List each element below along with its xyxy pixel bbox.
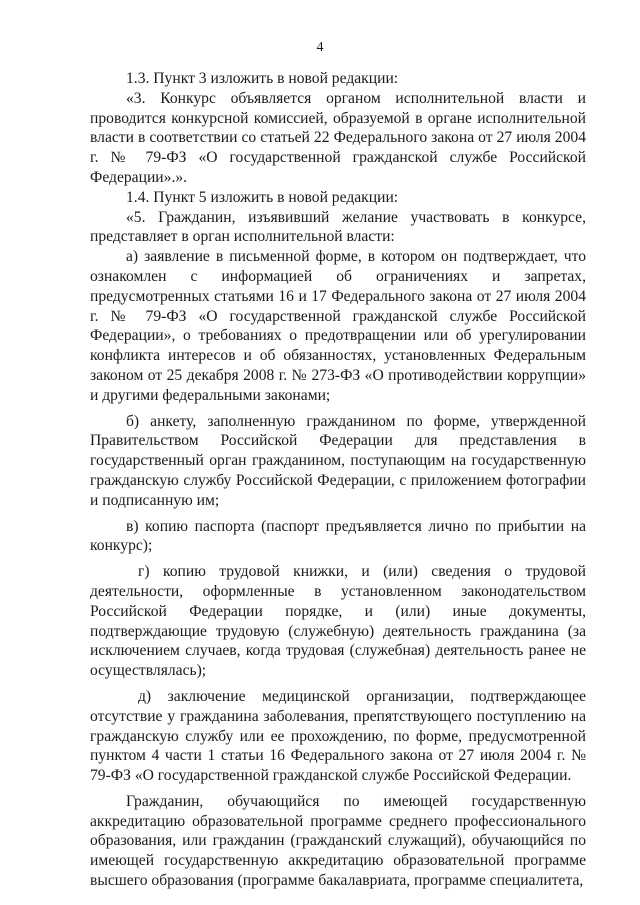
page-number: 4 (316, 40, 324, 55)
paragraph-point-5-intro: «5. Гражданин, изъявивший желание участвовать в конкурсе, представляет в орган исполнительной власти: (90, 208, 586, 246)
paragraph-item-1-4: 1.4. Пункт 5 изложить в новой редакции: (126, 188, 399, 206)
paragraph-subitem-a: а) заявление в письменной форме, в котором он подтверждает, что ознакомлен с информацией об ограничениях и запретах, предусмотренных статьями 16 и 17 Федерального закона от 27 июля 2004 г. № 79-ФЗ «О государственной гражданской службе Российской Федерации», о требованиях о предотвращении или об урегулировании конфликта интересов и об обязанностях, установленных Федеральным законом от 25 декабря 2008 г. № 273-ФЗ «О противодействии коррупции» и другими федеральными законами; (90, 248, 586, 404)
paragraph-subitem-d: д) заключение медицинской организации, подтверждающее отсутствие у гражданина заболевания, препятствующего поступлению на гражданскую службу или ее прохождению, по форме, предусмотренной пунктом 4 части 1 статьи 16 Федерального закона от 27 июля 2004 г. № 79-ФЗ «О государственной гражданской службе Российской Федерации. (90, 687, 586, 785)
paragraph-student-citizen: Гражданин, обучающийся по имеющей государственную аккредитацию образовательной программе среднего профессионального образования, или гражданин (гражданский служащий), обучающийся по имеющей государственную аккредитацию образовательной программе высшего образования (программе бакалавриата, программе специалитета, (90, 792, 586, 890)
paragraph-point-3-text: «3. Конкурс объявляется органом исполнительной власти и проводится конкурсной комиссией, образуемой в органе исполнительной власти в соответствии со статьей 22 Федерального закона от 27 июля 2004 г. № 79-ФЗ «О государственной гражданской службе Российской Федерации».». (90, 89, 586, 186)
document-body (90, 69, 586, 891)
paragraph-subitem-v: в) копию паспорта (паспорт предъявляется лично по прибытии на конкурс); (90, 517, 586, 555)
paragraph-subitem-g: г) копию трудовой книжки, и (или) сведения о трудовой деятельности, оформленные в установленном законодательством Российской Федерации порядке, и (или) иные документы, подтверждающие трудовую (служебную) деятельность гражданина (за исключением случаев, когда трудовая (служебная) деятельность ранее не осуществлялась); (90, 563, 586, 680)
paragraph-item-1-3: 1.3. Пункт 3 изложить в новой редакции: (126, 70, 399, 87)
paragraph-subitem-b: б) анкету, заполненную гражданином по форме, утвержденной Правительством Российской Федерации для представления в государственный орган гражданином, поступающим на государственную гражданскую службу Российской Федерации, с приложением фотографии и подписанную им; (90, 412, 586, 509)
